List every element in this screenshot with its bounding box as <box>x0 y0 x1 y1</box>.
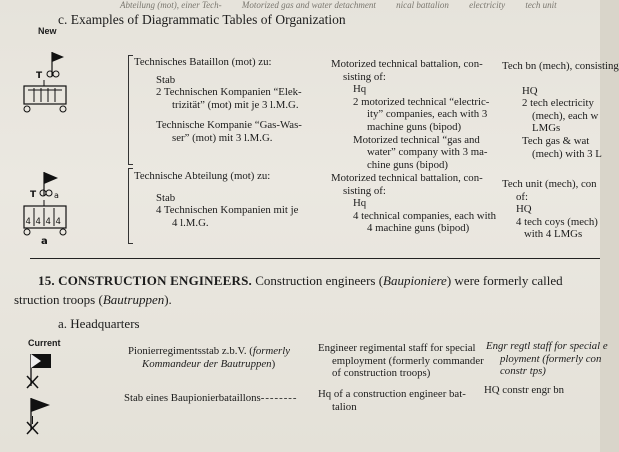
abbr-line: (mech) with 3 L <box>532 147 602 160</box>
german-italic: Kommandeur der Bautruppen <box>142 357 272 370</box>
bracket-unit <box>128 168 133 244</box>
bracket-battalion <box>128 55 133 165</box>
abbr-line: 2 tech electricity <box>522 97 594 110</box>
abbr-line: Tech unit (mech), con <box>502 178 597 190</box>
section-a-heading <box>58 316 140 332</box>
bleed-through-text <box>120 0 600 12</box>
section-divider <box>30 258 600 259</box>
section-15-title: CONSTRUCTION ENGINEERS. <box>58 273 252 288</box>
german-line: 4 l.M.G. <box>172 216 209 229</box>
english-line: ity” companies, each with 3 <box>367 108 488 121</box>
german-line: 4 Technischen Kompanien mit je <box>156 204 299 217</box>
abbr-line: of: <box>516 190 528 203</box>
section-a-title: Headquarters <box>70 316 140 331</box>
battalion-english <box>331 58 489 171</box>
hq-row2-german <box>124 392 298 405</box>
engineer-battalion-staff-flag-icon <box>26 396 54 436</box>
section-c-title: Examples of Diagrammatic Tables of Organization <box>70 12 346 27</box>
section-c-letter: c. <box>58 12 68 27</box>
unit-german <box>134 170 298 229</box>
symbol-a-label: a <box>41 236 48 247</box>
english-line: Hq <box>353 83 367 96</box>
english-line: Engineer regimental staff for special <box>318 342 476 354</box>
english-line: Hq <box>353 197 367 210</box>
section-15-term: Baupioniere <box>383 273 447 288</box>
section-15-line2 <box>14 292 172 308</box>
english-line: 4 technical companies, each with <box>353 209 497 222</box>
tech-unit-symbol <box>14 170 76 246</box>
abbr-line: Tech gas & wat <box>522 134 590 147</box>
abbr-line: HQ constr engr bn <box>484 384 565 396</box>
dot-leader: -------- <box>260 392 298 404</box>
unit-english <box>331 172 496 235</box>
abbr-line: (mech), each w <box>532 109 599 122</box>
english-line: sisting of: <box>343 70 386 83</box>
german-line: Technische Kompanie “Gas-Was- <box>156 119 302 132</box>
section-c-heading <box>58 12 346 28</box>
hq-row1-german <box>128 345 290 370</box>
english-line: water” company with 3 ma- <box>367 146 488 159</box>
english-line: 2 motorized technical “electric- <box>353 95 490 108</box>
english-line: 4 machine guns (bipod) <box>367 222 470 235</box>
section-15-text: Construction engineers ( <box>251 273 384 288</box>
hq-row1-english <box>318 342 484 380</box>
abbr-line: HQ <box>522 84 538 97</box>
engineer-regimental-staff-flag-icon <box>26 352 54 390</box>
unit-abbr <box>502 178 598 241</box>
german-line: 2 Technischen Kompanien “Elek- <box>156 86 302 99</box>
english-line: Motorized technical battalion, con- <box>331 172 483 184</box>
symbol-four: 4 <box>25 217 31 227</box>
label-current: Current <box>28 338 61 348</box>
section-15-number: 15. <box>38 273 55 288</box>
section-15-heading <box>38 273 563 289</box>
symbol-t-label: T <box>36 71 43 81</box>
symbol-t-label: T <box>30 190 37 200</box>
bleed-line: tech unit <box>525 0 557 10</box>
bleed-line: electricity <box>469 0 506 10</box>
symbol-sub-a: a <box>54 191 59 200</box>
section-15-text: ) were formerly called <box>446 273 563 288</box>
german-line: Stab <box>156 73 176 86</box>
german-text: Stab eines Baupionierbataillons <box>124 392 261 404</box>
section-15-term: Bautruppen <box>102 292 165 307</box>
battalion-abbr <box>502 60 619 160</box>
english-line: talion <box>332 400 357 413</box>
hq-row2-english <box>318 388 466 413</box>
german-line: Stab <box>156 191 176 204</box>
english-line: machine guns (bipod) <box>367 120 462 133</box>
abbr-line: ployment (formerly con <box>500 352 602 365</box>
english-line: of construction troops) <box>332 367 431 380</box>
abbr-line: constr tps) <box>500 365 546 378</box>
german-text: ) <box>271 357 276 370</box>
section-15-text: ). <box>164 292 172 307</box>
bleed-line: Motorized gas and water detachment <box>241 0 376 10</box>
english-line: Motorized technical “gas and <box>353 133 480 146</box>
hq-row2-abbr <box>484 384 564 397</box>
section-15-text: struction troops ( <box>14 292 103 307</box>
abbr-line: LMGs <box>532 122 561 135</box>
symbol-four: 4 <box>55 217 61 227</box>
english-line: Hq of a construction engineer bat- <box>318 388 466 400</box>
abbr-line: with 4 LMGs <box>524 228 583 241</box>
tech-battalion-symbol <box>14 50 76 116</box>
symbol-four: 4 <box>45 217 51 227</box>
label-new: New <box>38 26 57 36</box>
german-italic: formerly <box>252 345 291 357</box>
symbol-four: 4 <box>35 217 41 227</box>
english-line: chine guns (bipod) <box>367 158 448 171</box>
german-text: Pionierregimentsstab z.b.V. ( <box>128 345 253 357</box>
german-title: Technische Abteilung (mot) zu: <box>134 170 271 182</box>
bleed-line: Abteilung (mot), einer Tech- <box>120 0 222 10</box>
bleed-line: nical battalion <box>396 0 449 10</box>
hq-row1-abbr <box>486 340 608 378</box>
abbr-line: Tech bn (mech), consisting <box>502 60 619 72</box>
english-line: employment (formerly commander <box>332 354 484 367</box>
german-title: Technisches Bataillon (mot) zu: <box>134 56 272 68</box>
abbr-line: HQ <box>516 203 532 216</box>
english-line: Motorized technical battalion, con- <box>331 58 483 70</box>
abbr-line: Engr regtl staff for special e <box>486 340 608 352</box>
german-line: ser” (mot) mit 3 l.M.G. <box>172 131 273 144</box>
abbr-line: 4 tech coys (mech) <box>516 215 598 228</box>
english-line: sisting of: <box>343 184 386 197</box>
section-a-letter: a. <box>58 316 68 331</box>
battalion-german <box>134 56 302 145</box>
german-line: trizität” (mot) mit je 3 l.M.G. <box>172 98 299 111</box>
